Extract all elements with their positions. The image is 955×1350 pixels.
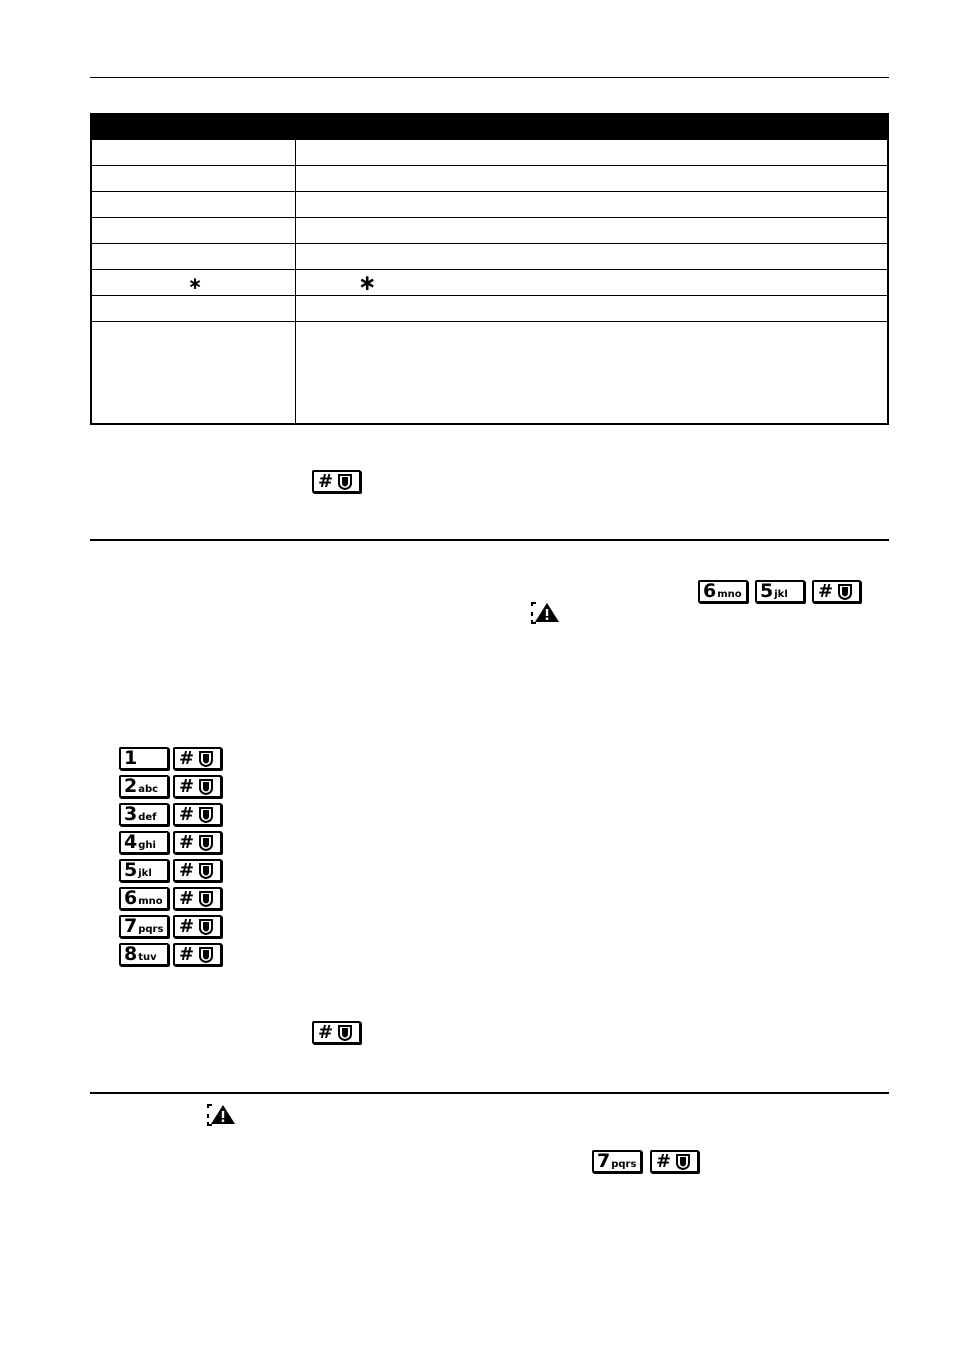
hash-key: # (173, 887, 222, 910)
hash-key: # (312, 470, 361, 493)
key-6: 6 mno (119, 887, 169, 910)
column-divider (295, 139, 296, 423)
shield-icon (337, 474, 353, 490)
hash-key: # (173, 747, 222, 770)
shield-icon (198, 835, 214, 851)
shield-icon (675, 1154, 691, 1170)
key-7: 7 pqrs (592, 1150, 642, 1173)
hash-key: # (173, 831, 222, 854)
table-row (92, 191, 887, 192)
star-key-symbol: ∗ (358, 271, 377, 296)
shield-icon (198, 779, 214, 795)
hash-key: # (173, 803, 222, 826)
hash-key: # (173, 943, 222, 966)
table-row (92, 321, 887, 322)
hash-key: # (173, 775, 222, 798)
shield-icon (198, 807, 214, 823)
key-4: 4 ghi (119, 831, 169, 854)
hash-key: # (650, 1150, 699, 1173)
key-7: 7 pqrs (119, 915, 169, 938)
key-3: 3 def (119, 803, 169, 826)
table-row (92, 269, 887, 270)
shield-icon (198, 863, 214, 879)
header-rule (90, 77, 889, 78)
key-2: 2 abc (119, 775, 169, 798)
section-rule (90, 1092, 889, 1094)
shield-icon (198, 751, 214, 767)
shield-icon (837, 584, 853, 600)
shield-icon (198, 891, 214, 907)
warning-triangle-icon (207, 1104, 237, 1126)
table-row (92, 295, 887, 296)
table-row (92, 217, 887, 218)
key-6: 6 mno (698, 580, 748, 603)
section-rule (90, 539, 889, 541)
key-5: 5 jkl (119, 859, 169, 882)
key-1: 1 (119, 747, 169, 770)
warning-triangle-icon (531, 602, 561, 624)
table-row (92, 243, 887, 244)
table-row (92, 139, 887, 140)
hash-key: # (173, 859, 222, 882)
shield-icon (198, 919, 214, 935)
table-row (92, 165, 887, 166)
shield-icon (337, 1025, 353, 1041)
hash-key: # (812, 580, 861, 603)
table-header (92, 115, 887, 139)
key-5: 5 jkl (755, 580, 805, 603)
shield-icon (198, 947, 214, 963)
command-table (90, 113, 889, 425)
star-key-symbol: ∗ (188, 274, 203, 294)
hash-key: # (173, 915, 222, 938)
hash-key: # (312, 1021, 361, 1044)
key-8: 8 tuv (119, 943, 169, 966)
